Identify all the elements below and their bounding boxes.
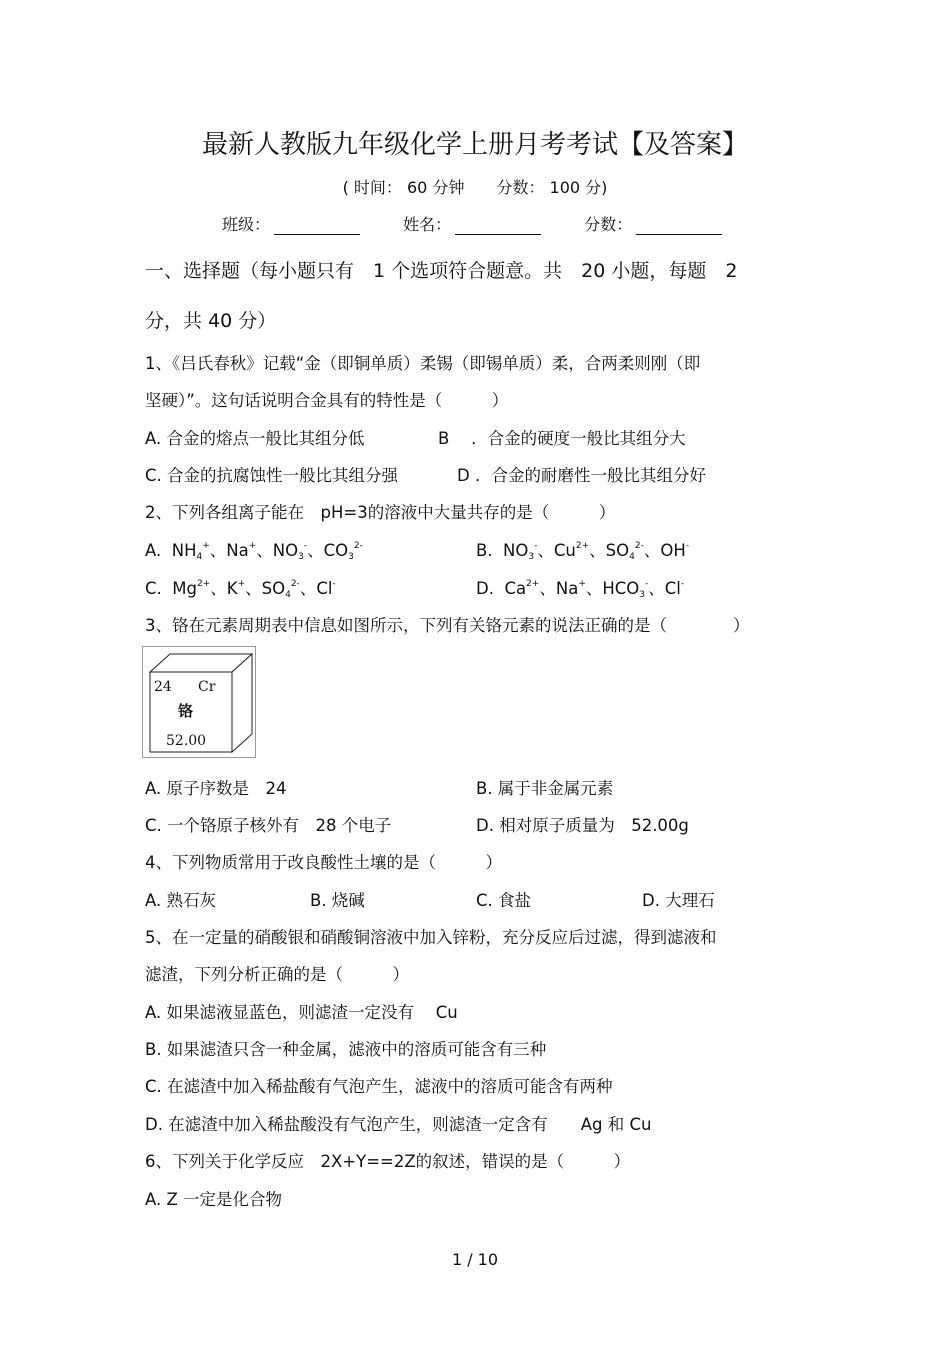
q5-stem-line1: 5、在一定量的硝酸银和硝酸铜溶液中加入锌粉，充分反应后过滤，得到滤液和 [145, 928, 717, 947]
q3-option-c: C. 一个铬原子核外有 28 个电子 [145, 816, 392, 835]
q2-option-a: A. $NH_4^+$、Na+、$NO_3^-$、$CO_3^{2-}$ [145, 541, 363, 562]
q1-stem-line1: 1、《吕氏春秋》记载“金（即铜单质）柔锡（即锡单质）柔，合两柔则刚（即 [145, 354, 701, 373]
q6-option-a: A. Z 一定是化合物 [145, 1190, 283, 1209]
q1-option-b: B ．合金的硬度一般比其组分大 [438, 429, 686, 448]
name-blank [455, 216, 541, 235]
q1-option-a: A. 合金的熔点一般比其组分低 [145, 429, 365, 448]
q2-option-d: D. $Ca^{2+}$、Na+、$HCO_3^-$、Cl- [476, 579, 685, 600]
q5-option-d: D. 在滤渣中加入稀盐酸没有气泡产生，则滤渣一定含有 Ag 和 Cu [145, 1115, 652, 1134]
element-symbol: Cr [198, 679, 216, 695]
q2-stem: 2、下列各组离子能在 pH=3的溶液中大量共存的是（ ） [145, 503, 616, 522]
q2-option-b: B. $NO_3^-$、$Cu^{2+}$、$SO_4^{2-}$、OH- [476, 541, 689, 562]
q1-option-c: C. 合金的抗腐蚀性一般比其组分强 [145, 466, 399, 485]
section-heading-line2: 分，共 40 分） [145, 310, 277, 332]
section-heading-line1: 一、选择题（每小题只有 1 个选项符合题意。共 20 小题，每题 2 [145, 260, 738, 282]
q4-option-b: B. 烧碱 [310, 891, 365, 910]
class-label: 班级： [222, 215, 271, 234]
q1-option-d: D ．合金的耐磨性一般比其组分好 [457, 466, 706, 485]
q5-stem-line2: 滤渣，下列分析正确的是（ ） [145, 965, 409, 984]
q4-option-a: A. 熟石灰 [145, 891, 216, 910]
q3-option-b: B. 属于非金属元素 [476, 779, 614, 798]
q5-option-b: B. 如果滤渣只含一种金属，滤液中的溶质可能含有三种 [145, 1040, 547, 1059]
q4-stem: 4、下列物质常用于改良酸性土壤的是（ ） [145, 853, 502, 872]
q3-option-d: D. 相对原子质量为 52.00g [476, 816, 689, 835]
chromium-element-figure [142, 646, 256, 762]
score-label: 分数： [584, 215, 633, 234]
element-mass: 52.00 [166, 733, 207, 749]
q4-option-d: D. 大理石 [642, 891, 715, 910]
q5-option-c: C. 在滤渣中加入稀盐酸有气泡产生，滤液中的溶质可能含有两种 [145, 1077, 613, 1096]
element-name: 铬 [178, 702, 194, 720]
class-blank [274, 216, 360, 235]
page-number: 1 / 10 [451, 1250, 499, 1269]
student-fields [222, 212, 722, 235]
q3-option-a: A. 原子序数是 24 [145, 779, 287, 798]
q4-option-c: C. 食盐 [476, 891, 532, 910]
page-title: 最新人教版九年级化学上册月考考试【及答案】 [201, 130, 748, 160]
name-label: 姓名： [403, 215, 452, 234]
q3-stem: 3、铬在元素周期表中信息如图所示，下列有关铬元素的说法正确的是（ ） [145, 616, 750, 635]
q1-stem-line2: 坚硬）”。这句话说明合金具有的特性是（ ） [145, 391, 509, 410]
q5-option-a: A. 如果滤液显蓝色，则滤渣一定没有 Cu [145, 1003, 458, 1022]
q2-option-c: C. $Mg^{2+}$、K+、$SO_4^{2-}$、Cl- [145, 579, 336, 600]
exam-info: ( 时间： 60 分钟 分数： 100 分) [342, 178, 608, 197]
element-number: 24 [154, 679, 172, 695]
score-blank [636, 216, 722, 235]
q6-stem: 6、下列关于化学反应 2X+Y==2Z的叙述，错误的是（ ） [145, 1152, 631, 1171]
